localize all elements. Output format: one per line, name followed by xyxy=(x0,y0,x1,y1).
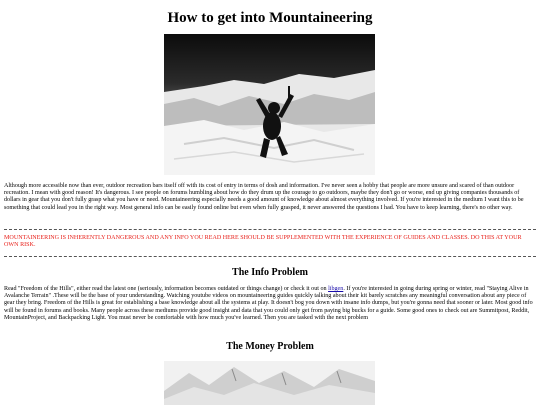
danger-warning: MOUNTAINEERING IS INHERENTLY DANGEROUS AND ANY INFO YOU READ HERE SHOULD BE SUPPLEMENTED WITH THE EXPERIENCE OF GUIDES AND CLASSES. DO THIS AT YOUR OWN RISK. xyxy=(4,235,522,249)
info-problem-heading: The Info Problem xyxy=(232,267,308,278)
divider-bottom xyxy=(4,256,536,257)
snowy-mountain-photo xyxy=(164,361,375,405)
divider-top xyxy=(4,229,536,230)
info-text-after-link: . If you're interested in going during spring or winter, read "Staying Alive in Avalanche Terrain" .These will be the base of your understanding. Watching youtube videos on mountaineering guides quickly talking about their kit barely scratches any meaningful conversation about any piece of gear they bring. Freedom of the Hills is great for establishing a base knowledge about all the systems at play. It doesn't bog you down with insane info dumps, but you're gonna need that sooner or later. Most good info will be found in forums and books. Many people across these mediums provide good insight and data that you could only get from paying big bucks for a guide. Some good ones to check out are Summitpost, Reddit, MountainProject, and Backpacking Light. You must never be comfortable with how much you've learned. Then you are tasked with the next problem xyxy=(4,286,533,321)
money-problem-heading: The Money Problem xyxy=(226,341,314,352)
libgen-link[interactable]: libgen xyxy=(328,286,344,292)
info-text-before-link: Read "Freedom of the Hills", either read the latest one (seriously, information becomes outdated or things change) or check it out on xyxy=(4,286,329,292)
page-title: How to get into Mountaineering xyxy=(167,10,373,26)
info-problem-paragraph xyxy=(4,286,536,322)
intro-paragraph: Although more accessible now than ever, outdoor recreation bars itself off with its cost of entry in terms of dosh and information. I've never seen a hobby that people are more unsure and scared of than outdoor recreation. I mean with good reason! It's dangerous. I see people on forums humbling about how do they drum up the courage to go outdoors, maybe they don't go or worse, end up giving companies thousands of dollars in gear that you don't fully grasp what you have or need. Mountaineering especially needs a good amount of knowledge about almost everything involved. If you're interested in the medium I want this to be something that could lead you in the right way. Most general info can be easily found online but even when fully grasped, it never answered the questions I had. You have to keep learning, there's no other way. xyxy=(4,183,524,211)
climber-on-snow-photo xyxy=(164,34,375,175)
hero-photo-graphic xyxy=(164,34,375,175)
second-photo-graphic xyxy=(164,361,375,405)
